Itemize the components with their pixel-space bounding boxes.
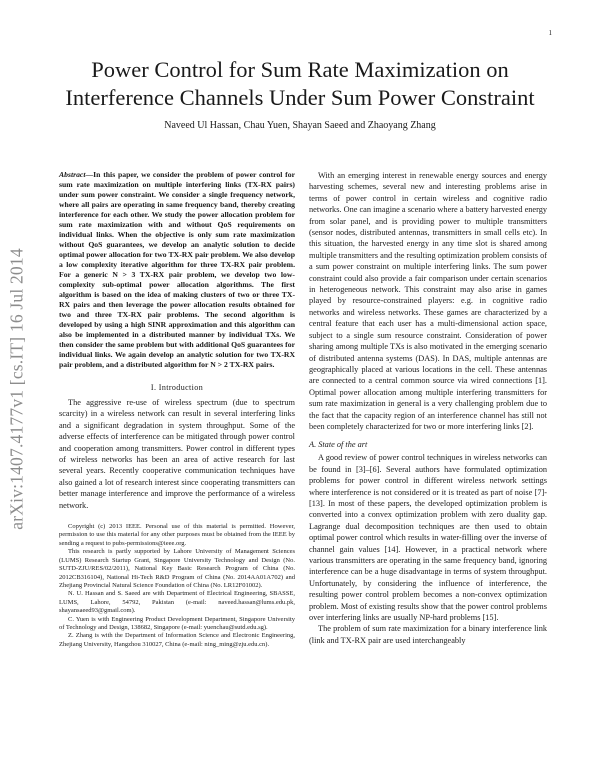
body-paragraph-3: The problem of sum rate maximization for a binary interference link (link and TX-RX pair are used interchangeably xyxy=(309,624,547,645)
footnote-affiliation-sutd: C. Yuen is with Engineering Product Development Department, Singapore University of Technology and Design, 138682, Singapore (e-mail: yuenchau@sutd.edu.sg). xyxy=(59,615,295,631)
title-line-2: Interference Channels Under Sum Power Constraint xyxy=(65,85,535,110)
author-list: Naveed Ul Hassan, Chau Yuen, Shayan Saeed and Zhaoyang Zhang xyxy=(164,120,436,131)
footnote-affiliation-lums: N. U. Hassan and S. Saeed are with Department of Electrical Engineering, SBASSE, LUMS, Lahore, 54792, Pakistan (e-mail: naveed.hassan@lums.edu.pk, shayansaeed93@gmail.com). xyxy=(59,590,295,615)
footnotes xyxy=(59,523,295,649)
section-heading-introduction: I. Introduction xyxy=(150,383,204,392)
right-column xyxy=(309,170,547,646)
arxiv-stamp-text: arXiv:1407.4177v1 [cs.IT] 16 Jul 2014 xyxy=(6,248,27,530)
abstract-label: Abstract xyxy=(59,170,86,179)
footnote-affiliation-zju: Z. Zhang is with the Department of Information Science and Electronic Engineering, Zhejiang University, Hangzhou 310027, China (e-mail: ning_ming@zju.edu.cn). xyxy=(59,632,295,648)
left-column xyxy=(59,170,295,649)
abstract-text: —In this paper, we consider the problem of power control for sum rate maximization on multiple interfering links (TX-RX pairs) under sum power constraint. We consider a single frequency network, where all pairs are operating in same frequency band, thereby creating interference for each other. We study the power allocation problem for sum rate maximization with and without QoS requirements on individual links. When the objective is only sum rate maximization without QoS guarantees, we develop an analytic solution to decide optimal power allocation for two TX-RX pair problem. We also develop a low complexity iterative algorithm for three TX-RX pair problem. For a generic N > 3 TX-RX pair problem, we develop two low-complexity sub-optimal power allocation algorithms. The first algorithm is based on the idea of making clusters of two or three TX-RX pairs and then leverage the power allocation results obtained for two and three TX-RX pair problems. The second algorithm is developed by using a high SINR approximation and this algorithm can also be implemented in a distributed manner by individual TXs. We then consider the same problem but with additional QoS guarantees for individual links. We again develop an analytic solution for two TX-RX pair problem, and a distributed algorithm for N > 2 TX-RX pairs. xyxy=(59,170,295,369)
body-paragraph-1: With an emerging interest in renewable energy sources and energy harvesting schemes, several new and interesting problems arise in terms of power control in certain wireless and cognitive radio networks. One can imagine a scenario where a battery harvested energy from solar panel, and is providing power to multiple transmitters (sensor nodes, distributed antennas, transmitters in small cells etc). In this situation, the harvested energy in any time slot is shared among multiple transmitters and the resulting optimization problem consists of a sum power constraint on multiple interfering links. The sum power constraint could also provide a fair comparison under certain scenarios in heterogeneous network. This constraint may also arise in games played by resource-constrained players: e.g. in cognitive radio networks and wireless networks. These games are characterized by a central feature that each user has a multi-dimensional action space, subject to a single sum resource constraint. Consideration of power sharing among multiple TXs is also motivated in the emerging scenario of distributed antenna systems (DAS). In DAS, multiple antennas are geographically placed at various locations in the cell. These antennas are connected to a central common source via wired connections [1]. Optimal power allocation among multiple interfering transmitters for sum rate maximization in general is a very challenging problem due to the fact that the capacity region of an interference channel has still not been completely characterized for two or more interfering links [2]. xyxy=(309,171,547,431)
footnote-copyright: Copyright (c) 2013 IEEE. Personal use of this material is permitted. However, permission to use this material for any other purposes must be obtained from the IEEE by sending a request to pubs-permissions@ieee.org. xyxy=(59,523,295,547)
title-line-1: Power Control for Sum Rate Maximization on xyxy=(91,57,509,82)
intro-paragraph: The aggressive re-use of wireless spectrum (due to spectrum scarcity) in a wireless network can result in several interfering links and a significant degradation in system throughput. Some of the adverse effects of interference can be mitigated through power control and cooperation among transmitters. Power control in different types of wireless networks has been an area of active research for last several years. Recently cooperative communication techniques have also gained a lot of research interest since cooperating transmitters can better manage interference and improve the performance of a wireless network. xyxy=(59,398,295,510)
page-number: 1 xyxy=(548,29,552,37)
subsection-heading-state-of-art: A. State of the art xyxy=(309,440,368,450)
arxiv-stamp xyxy=(4,198,30,580)
abstract xyxy=(59,170,295,370)
footnote-funding: This research is partly supported by Lahore University of Management Sciences (LUMS) Research Startup Grant, Singapore University Technology and Design (No. SUTD-ZJU/RES/02/2011), National Key Basic Research Program of China (No. 2012CB316104), National Hi-Tech R&D Program of China (No. 2014AA01A702) and Zhejiang Provincial Natural Science Foundation of China (No. LR12F01002). xyxy=(59,548,295,589)
body-paragraph-2: A good review of power control techniques in wireless networks can be found in [3]–[6]. Several authors have formulated optimization problems for power control in different wireless network settings where interference is not considered or it is treated as part of noise [7]- [13]. In most of these papers, the developed optimization problem is converted into a convex optimization problem with zero duality gap. Lagrange dual decomposition techniques are then used to obtain optimal power control which results in water-filling over the inverse of channel gain values [14]. However, in a practical network where various transmitters are operating in the same frequency band, ignoring interference can be a huge disadvantage in terms of system throughput. Unfortunately, by considering the influence of interference, the resulting power control problem becomes a non-convex optimization problem. Most of existing results show that the power control problems over interfering links are usually NP-hard problems [15]. xyxy=(309,453,547,623)
paper-title xyxy=(40,56,560,112)
